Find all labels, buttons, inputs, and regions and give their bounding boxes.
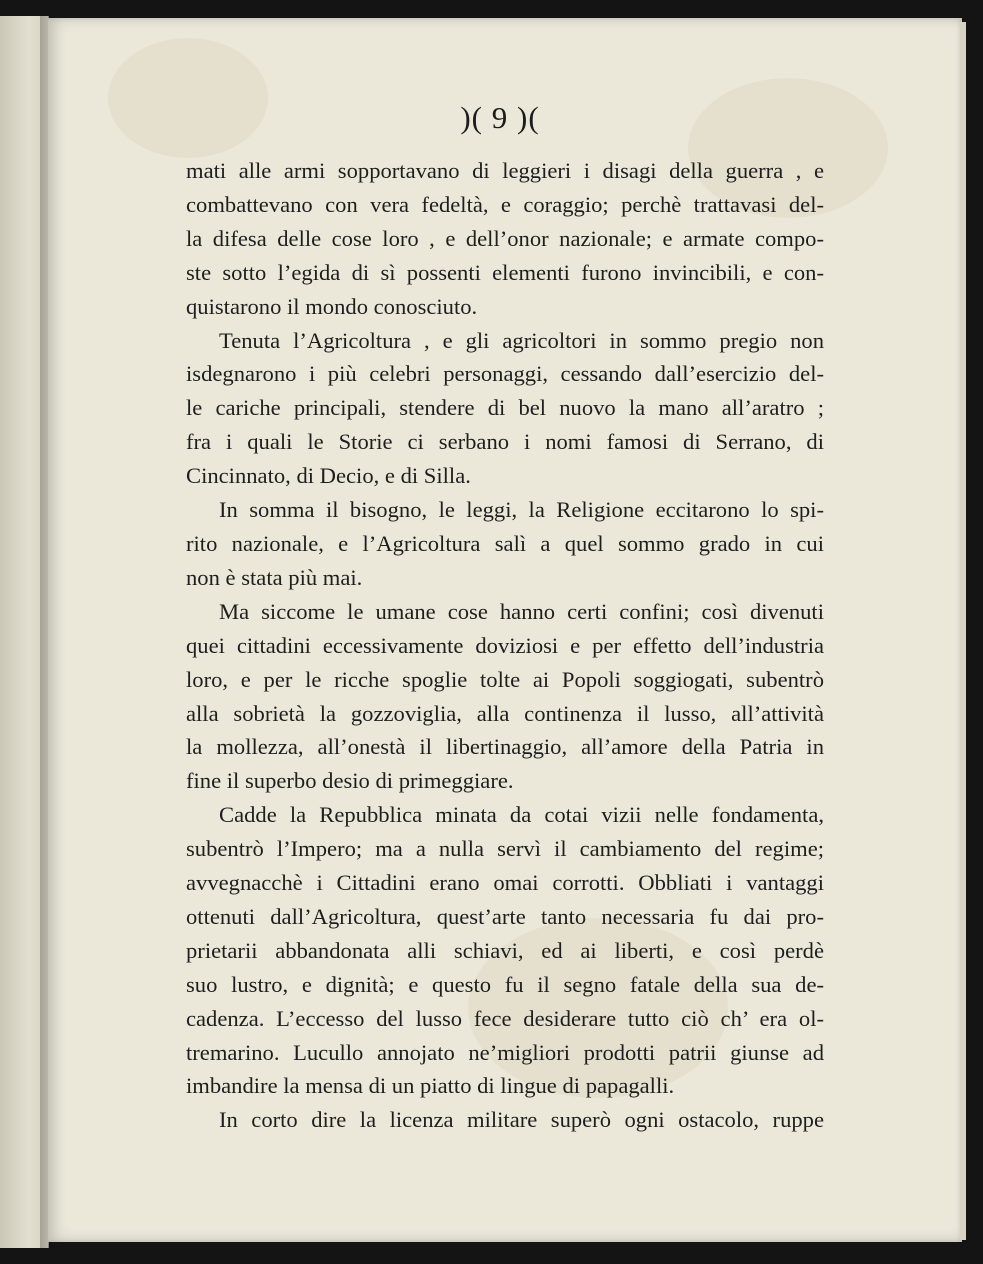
text-line: cadenza. L’eccesso del lusso fece desiderare tutto ciò ch’ era ol- [186,1005,824,1031]
text-line: loro, e per le ricche spoglie tolte ai Popoli soggiogati, subentrò [186,666,824,692]
text-line: non è stata più mai. [186,564,363,590]
text-line: la mollezza, all’onestà il libertinaggio, all’amore della Patria in [186,734,824,760]
paper-stain [108,38,268,158]
text-line: mati alle armi sopportavano di leggieri i disagi della guerra , e [186,158,824,183]
text-line: alla sobrietà la gozzoviglia, alla continenza il lusso, all’attività [186,700,824,726]
text-line: la difesa delle cose loro , e dell’onor nazionale; e armate compo- [186,225,824,251]
text-line: fine il superbo desio di primeggiare. [186,768,514,794]
page-number-header: )( 9 )( [460,100,540,135]
text-line: fra i quali le Storie ci serbano i nomi famosi di Serrano, di [186,429,824,455]
text-line: quistarono il mondo conosciuto. [186,293,478,319]
text-line: Ma siccome le umane cose hanno certi confini; così divenuti [219,598,824,624]
text-line: rito nazionale, e l’Agricoltura salì a quel sommo grado in cui [186,530,824,556]
text-line: prietarii abbandonata alli schiavi, ed ai liberti, e così perdè [186,937,824,963]
text-line: tremarino. Lucullo annojato ne’migliori prodotti patrii giunse ad [186,1039,824,1065]
text-line: imbandire la mensa di un piatto di lingue di papagalli. [186,1073,675,1099]
page-fore-edge [960,22,966,1240]
text-line: subentrò l’Impero; ma a nulla servì il cambiamento del regime; [186,836,824,862]
text-line: combattevano con vera fedeltà, e coraggio; perchè trattavasi del- [186,191,824,217]
text-line: isdegnarono i più celebri personaggi, cessando dall’esercizio del- [186,361,824,387]
text-line: In corto dire la licenza militare superò ogni ostacolo, ruppe [219,1107,824,1133]
text-line: le cariche principali, stendere di bel nuovo la mano all’aratro ; [186,395,824,421]
body-text [186,154,824,1137]
text-line: suo lustro, e dignità; e questo fu il segno fatale della sua de- [186,971,824,997]
text-line: ste sotto l’egida di sì possenti elementi furono invincibili, e con- [186,259,824,285]
text-line: avvegnacchè i Cittadini erano omai corrotti. Obbliati i vantaggi [186,870,824,896]
text-line: Cincinnato, di Decio, e di Silla. [186,463,471,489]
text-line: quei cittadini eccessivamente doviziosi e per effetto dell’industria [186,632,824,658]
text-line: Cadde la Repubblica minata da cotai vizii nelle fondamenta, [219,802,824,828]
text-line: In somma il bisogno, le leggi, la Religione eccitarono lo spi- [219,497,824,523]
text-line: Tenuta l’Agricoltura , e gli agricoltori in sommo pregio non [219,327,824,353]
text-line: ottenuti dall’Agricoltura, quest’arte tanto necessaria fu dai pro- [186,903,824,929]
